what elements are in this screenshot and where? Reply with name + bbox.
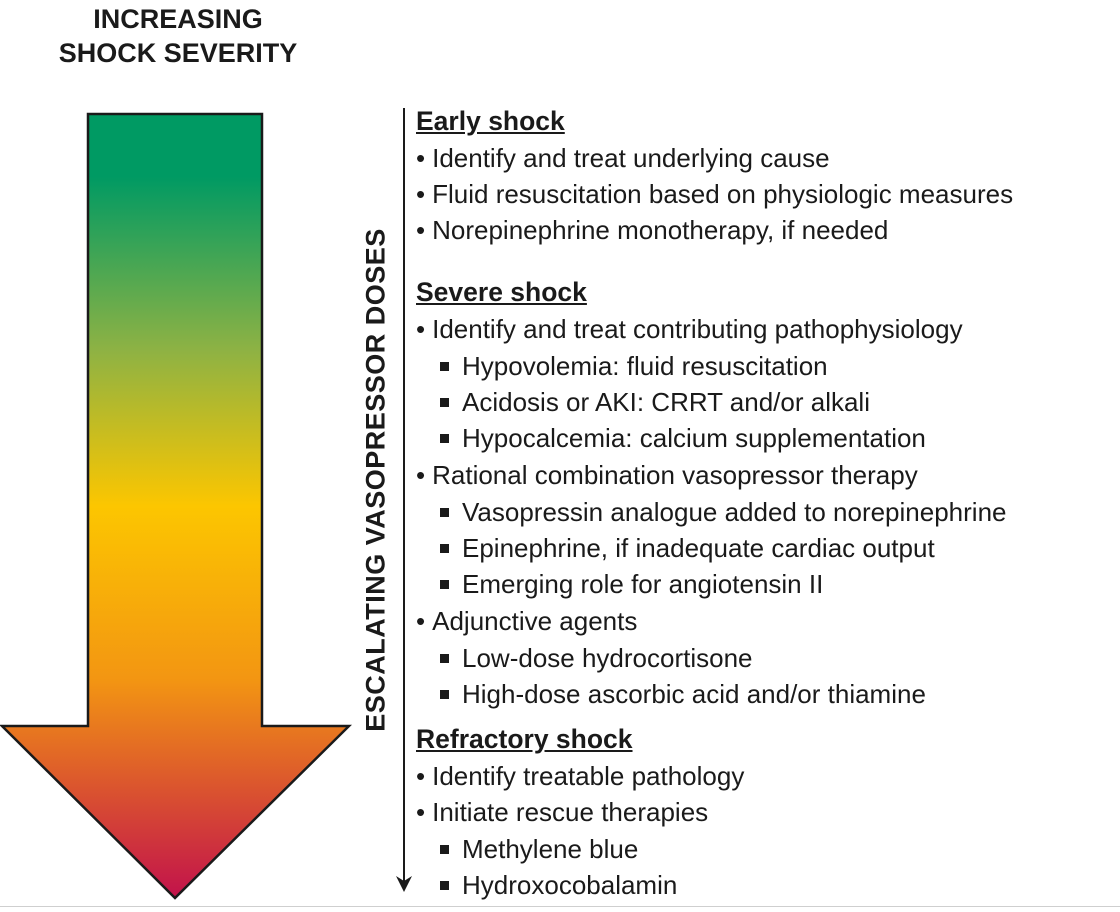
list-item: • Initiate rescue therapies xyxy=(416,797,708,827)
list-item: • Identify and treat contributing pathophysiology xyxy=(416,314,963,344)
sub-list-item: Low-dose hydrocortisone xyxy=(416,643,753,673)
vasopressor-dose-label: ESCALATING VASOPRESSOR DOSES xyxy=(360,228,391,732)
list-item: • Identify treatable pathology xyxy=(416,761,744,791)
list-item: • Identify and treat underlying cause xyxy=(416,143,830,173)
bottom-divider xyxy=(0,906,1120,907)
sub-list-item: High-dose ascorbic acid and/or thiamine xyxy=(416,679,926,709)
sub-list-item: Methylene blue xyxy=(416,834,638,864)
sub-list-item: Acidosis or AKI: CRRT and/or alkali xyxy=(416,387,870,417)
severity-title-line-2: SHOCK SEVERITY xyxy=(58,38,298,68)
section-heading: Severe shock xyxy=(416,277,587,307)
list-item: • Fluid resuscitation based on physiologic measures xyxy=(416,179,1013,209)
list-item: • Rational combination vasopressor therapy xyxy=(416,460,918,490)
sub-list-item: Hypocalcemia: calcium supplementation xyxy=(416,423,926,453)
list-item: • Norepinephrine monotherapy, if needed xyxy=(416,215,888,245)
section-heading: Early shock xyxy=(416,106,565,136)
severity-title-line-1: INCREASING xyxy=(93,4,263,34)
sub-list-item: Hydroxocobalamin xyxy=(416,870,677,900)
sub-list-item: Emerging role for angiotensin II xyxy=(416,569,823,599)
sub-list-item: Hypovolemia: fluid resuscitation xyxy=(416,351,828,381)
list-item: • Adjunctive agents xyxy=(416,606,637,636)
section-heading: Refractory shock xyxy=(416,724,633,754)
sub-list-item: Epinephrine, if inadequate cardiac output xyxy=(416,533,935,563)
sub-list-item: Vasopressin analogue added to norepinephrine xyxy=(416,497,1007,527)
